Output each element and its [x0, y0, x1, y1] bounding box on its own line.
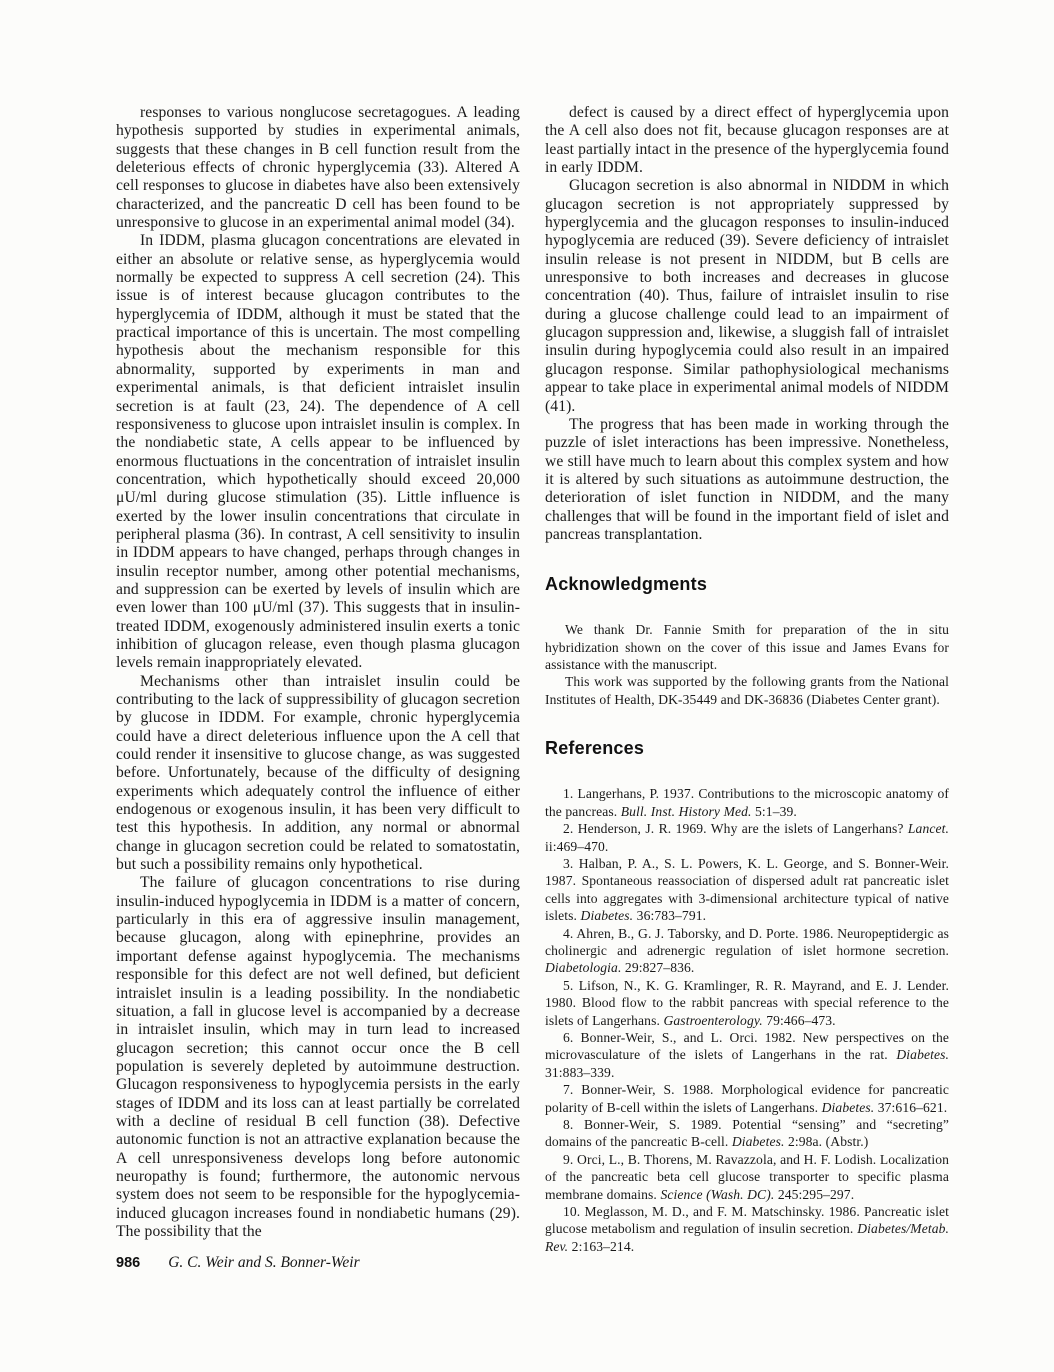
reference-citation: 7. Bonner-Weir, S. 1988. Morphological evidence for pancreatic polarity of B-cell within the islets of Langerhans.	[545, 1082, 949, 1115]
reference-item	[545, 785, 949, 820]
reference-citation: 10. Meglasson, M. D., and F. M. Matschinsky. 1986. Pancreatic islet glucose metabolism and regulation of insulin secretion.	[545, 1204, 949, 1237]
page-footer	[116, 1254, 360, 1272]
reference-citation: 3. Halban, P. A., S. L. Powers, K. L. George, and S. Bonner-Weir. 1987. Spontaneous reassociation of dispersed adult rat pancreatic islet cells into aggregates with 3-dimensional architecture typical of native islets.	[545, 855, 949, 924]
body-paragraph: In IDDM, plasma glucagon concentrations are elevated in either an absolute or relative sense, as hyperglycemia would normally be expected to suppress A cell secretion (24). This issue is of interest because glucagon contributes to the hyperglycemia of IDDM, although it must be stated that the practical importance of this is uncertain. The most compelling hypothesis about the mechanism responsible for this abnormality, supported by experiments in man and experimental animals, is that deficient intraislet insulin secretion is at fault (23, 24). The dependence of A cell responsiveness to glucose upon intraislet insulin is complex. In the nondiabetic state, A cells appear to be influenced by enormous fluctuations in the concentration of intraislet insulin concentration, which hypothetically should exceed 20,000 μU/ml during glucose stimulation (35). Little influence is exerted by the lower insulin concentrations that circulate in peripheral plasma (36). In contrast, A cell sensitivity to insulin in IDDM appears to have changed, perhaps through changes in insulin receptor number, among other potential mechanisms, and suppression can be exerted by levels of insulin which are even lower than 100 μU/ml (37). This suggests that in insulin-treated IDDM, exogenously administered insulin exerts a tonic inhibition of glucagon release, even though plasma glucagon levels remain inappropriately elevated.	[116, 232, 520, 672]
reference-citation: 1. Langerhans, P. 1937. Contributions to the microscopic anatomy of the pancreas.	[545, 786, 949, 819]
reference-journal: Lancet.	[907, 821, 949, 837]
reference-pages: 245:295–297.	[774, 1186, 855, 1202]
left-column	[116, 104, 520, 1241]
reference-journal: Science (Wash. DC).	[660, 1186, 775, 1202]
reference-citation: 8. Bonner-Weir, S. 1989. Potential “sensing” and “secreting” domains of the pancreatic B-cell.	[545, 1117, 949, 1150]
reference-list	[545, 785, 949, 1255]
reference-journal: Gastroenterology.	[663, 1012, 763, 1028]
references-heading: References	[545, 738, 645, 759]
right-column	[545, 104, 949, 1255]
reference-journal: Bull. Inst. History Med.	[620, 803, 752, 819]
body-paragraph: The progress that has been made in working through the puzzle of islet interactions has been impressive. Nonetheless, we still have much to learn about this complex system and how it is altered by such situations as autoimmune destruction, the deterioration of islet function in NIDDM, and the many challenges that will be found in the important field of islet and pancreas transplantation.	[545, 415, 949, 543]
reference-item	[545, 1151, 949, 1203]
reference-item	[545, 1081, 949, 1116]
reference-item	[545, 1116, 949, 1151]
reference-pages: ii:469–470.	[545, 838, 609, 854]
reference-citation: 9. Orci, L., B. Thorens, M. Ravazzola, and H. F. Lodish. Localization of the pancreatic beta cell glucose transporter to specific plasma membrane domains.	[545, 1151, 949, 1202]
reference-item	[545, 820, 949, 855]
reference-journal: Diabetes.	[580, 908, 634, 924]
reference-pages: 36:783–791.	[633, 908, 707, 924]
reference-journal: Diabetologia.	[545, 960, 622, 976]
reference-item	[545, 977, 949, 1029]
reference-citation: 4. Ahren, B., G. J. Taborsky, and D. Porte. 1986. Neuropeptidergic as cholinergic and adrenergic regulation of islet hormone secretion.	[545, 925, 949, 958]
right-column-body	[545, 104, 949, 544]
reference-citation: 5. Lifson, N., K. G. Kramlinger, R. R. Mayrand, and E. J. Lender. 1980. Blood flow to the rabbit pancreas with special reference to the islets of Langerhans.	[545, 977, 949, 1028]
reference-pages: 2:98a. (Abstr.)	[784, 1134, 869, 1150]
reference-item	[545, 1203, 949, 1255]
reference-pages: 31:883–339.	[545, 1064, 615, 1080]
acknowledgments-paragraph: This work was supported by the following grants from the National Institutes of Health, DK-35449 and DK-36836 (Diabetes Center grant).	[545, 674, 949, 707]
acknowledgments-body	[545, 621, 949, 708]
reference-journal: Diabetes.	[896, 1047, 949, 1063]
reference-journal: Diabetes/Metab. Rev.	[545, 1221, 949, 1254]
reference-item	[545, 925, 949, 977]
reference-pages: 2:163–214.	[568, 1238, 635, 1254]
body-paragraph: defect is caused by a direct effect of hyperglycemia upon the A cell also does not fit, because glucagon responses are at least partially intact in the presence of the hyperglycemia found in early IDDM.	[545, 104, 949, 177]
footer-page-number: 986	[116, 1255, 141, 1271]
reference-citation: 6. Bonner-Weir, S., and L. Orci. 1982. New perspectives on the microvasculature of the islets of Langerhans in the rat.	[545, 1029, 949, 1063]
reference-journal: Diabetes.	[731, 1134, 785, 1150]
footer-authors: G. C. Weir and S. Bonner-Weir	[168, 1254, 360, 1271]
reference-journal: Diabetes.	[821, 1099, 875, 1115]
acknowledgments-paragraph: We thank Dr. Fannie Smith for preparation of the in situ hybridization shown on the cover of this issue and James Evans for assistance with the manuscript.	[545, 622, 949, 673]
reference-item	[545, 1029, 949, 1081]
body-paragraph: responses to various nonglucose secretagogues. A leading hypothesis supported by studies in experimental animals, suggests that these changes in B cell function result from the deleterious effects of chronic hyperglycemia (33). Altered A cell responses to glucose in diabetes have also been extensively characterized, and the pancreatic D cell has been found to be unresponsive to glucose in an experimental animal model (34).	[116, 104, 520, 232]
acknowledgments-heading: Acknowledgments	[545, 574, 708, 595]
body-paragraph: Glucagon secretion is also abnormal in NIDDM in which glucagon secretion is not appropriately suppressed by hyperglycemia and the glucagon responses to insulin-induced hypoglycemia are reduced (39). Severe deficiency of intraislet insulin release is not present in NIDDM, but B cells are unresponsive to both increases and decreases in glucose concentration (40). Thus, failure of intraislet insulin to rise during a glucose challenge could lead to an impairment of glucagon suppression and, likewise, a sluggish fall of intraislet insulin during hypoglycemia could also result in an impaired glucagon response. Similar pathophysiological mechanisms appear to take place in experimental animal models of NIDDM (41).	[545, 177, 949, 415]
reference-pages: 37:616–621.	[874, 1099, 948, 1115]
reference-pages: 79:466–473.	[762, 1012, 836, 1028]
reference-citation: 2. Henderson, J. R. 1969. Why are the islets of Langerhans?	[563, 821, 908, 837]
body-paragraph: The failure of glucagon concentrations to rise during insulin-induced hypoglycemia in IDDM is a matter of concern, particularly in this era of aggressive insulin management, because glucagon, along with epinephrine, provides an important defense against hypoglycemia. The mechanisms responsible for this defect are not well defined, but deficient intraislet insulin is a leading possibility. In the nondiabetic situation, a fall in glucose level is accompanied by a decrease in intraislet insulin, which may in turn lead to increased glucagon secretion; this cannot occur once the B cell population is severely depleted by autoimmune destruction. Glucagon responsiveness to hypoglycemia persists in the early stages of IDDM and its loss can at least partially be correlated with a decline of residual B cell function (38). Defective autonomic function is not an attractive explanation because the A cell unresponsiveness develops long before autonomic neuropathy is found; furthermore, the autonomic nervous system does not seem to be responsible for the hypoglycemia-induced glucagon increases found in nondiabetic humans (29). The possibility that the	[116, 874, 520, 1240]
reference-pages: 29:827–836.	[621, 960, 695, 976]
reference-item	[545, 855, 949, 925]
reference-pages: 5:1–39.	[751, 803, 797, 819]
body-paragraph: Mechanisms other than intraislet insulin could be contributing to the lack of suppressibility of glucagon secretion by glucose in IDDM. For example, chronic hyperglycemia could have a direct deleterious influence upon the A cell that could render it insensitive to glucose change, as was suggested before. Unfortunately, because of the difficulty of designing experiments which adequately control the influence of either endogenous or exogenous insulin, it has been very difficult to test this hypothesis. In addition, any normal or abnormal change in glucagon secretion could be related to somatostatin, but such a possibility remains only hypothetical.	[116, 672, 520, 874]
